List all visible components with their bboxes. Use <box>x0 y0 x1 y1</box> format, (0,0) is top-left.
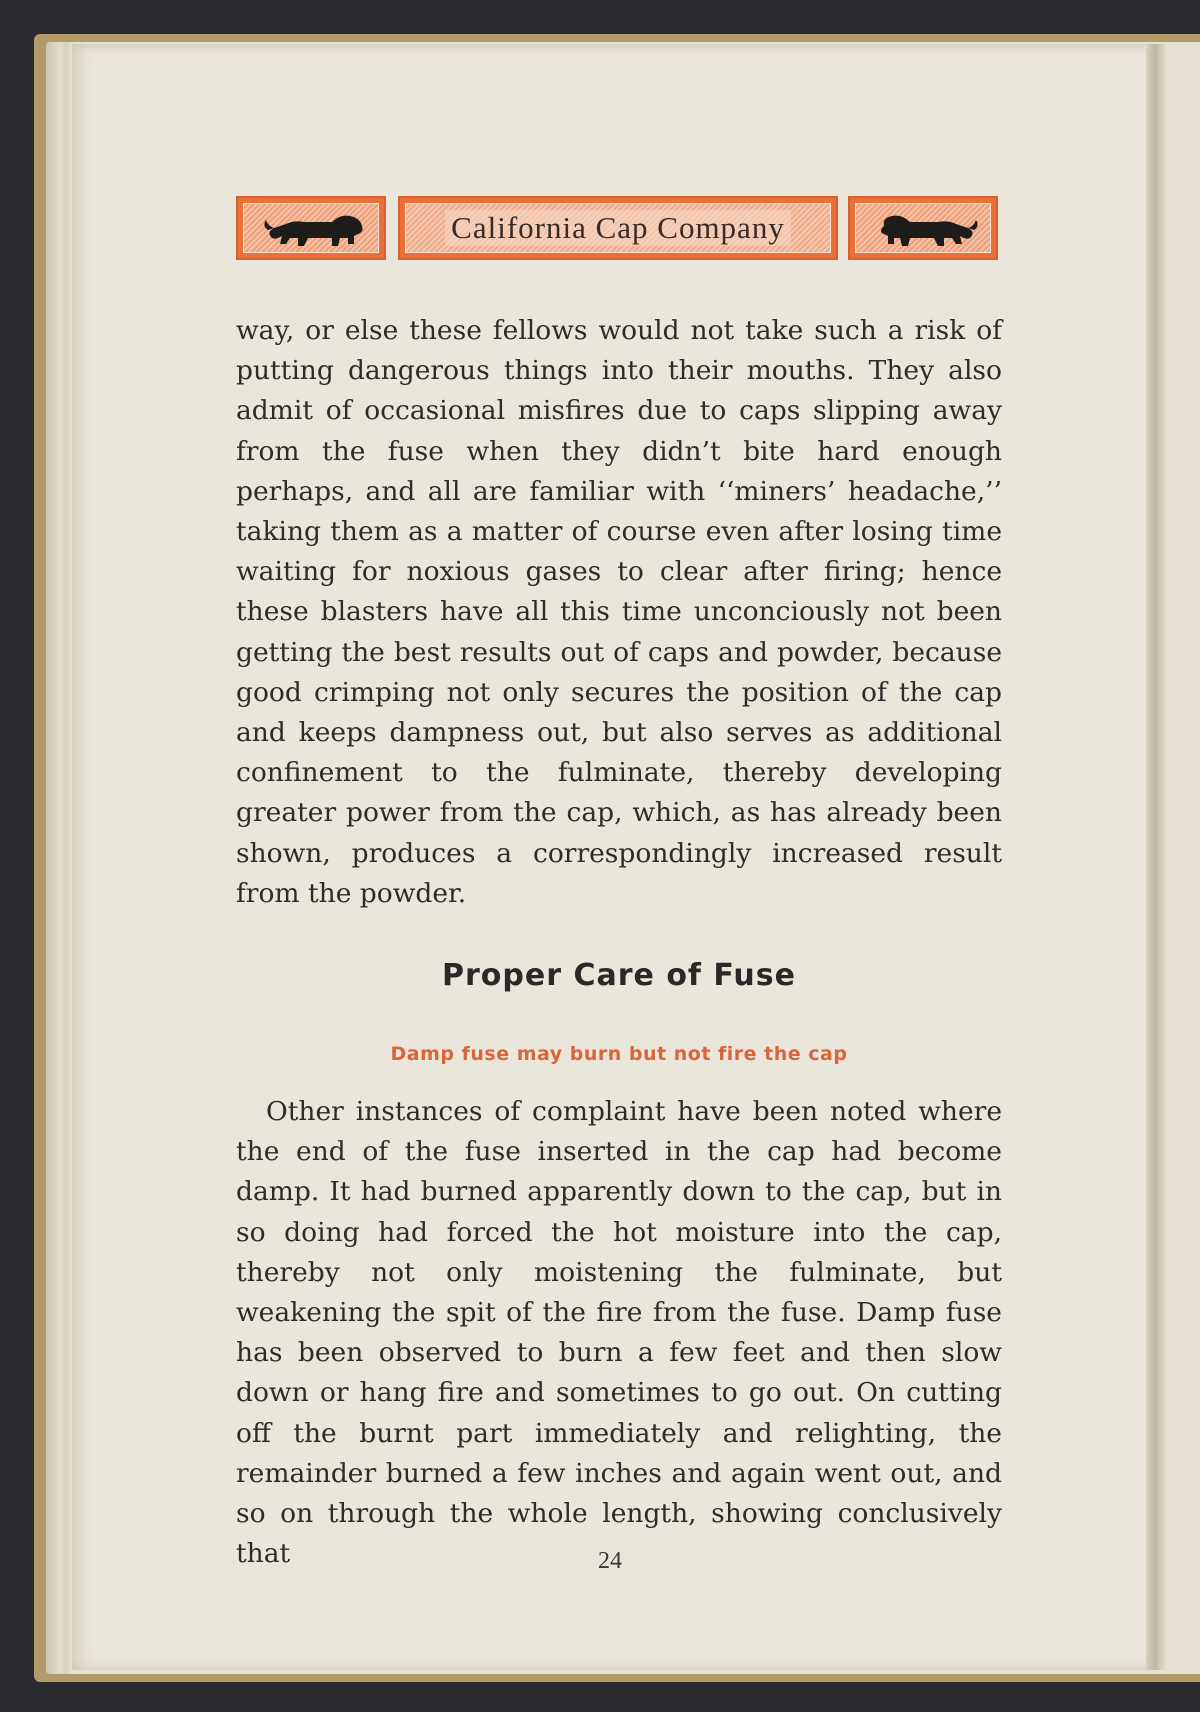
section-subheading: Damp fuse may burn but not fire the cap <box>390 1043 848 1065</box>
left-lion-panel <box>236 196 386 260</box>
title-panel <box>398 196 838 260</box>
next-page-edge <box>1166 44 1200 1670</box>
body-paragraph-2 <box>236 1092 1002 1574</box>
paragraph-text: way, or else these fellows would not take such a risk of putting dangerous things into their mouths. They also admit of occasional misfires due to caps slipping away from the fuse when they didn’t bite hard enough perhaps, and all are familiar with ‘‘miners’ headache,’’ taking them as a matter of course even after losing time waiting for noxious gases to clear after firing; hence these blasters have all this time unconciously not been getting the best results out of caps and powder, because good crimping not only secures the position of the cap and keeps dampness out, but also serves as additional confinement to the fulminate, thereby developing greater power from the cap, which, as has already been shown, produces a correspondingly increased result from the powder. <box>236 315 1002 909</box>
section-heading: Proper Care of Fuse <box>442 958 796 993</box>
header-banner <box>236 196 1000 264</box>
lion-icon <box>260 208 370 252</box>
right-lion-panel <box>848 196 998 260</box>
paragraph-text: Other instances of complaint have been noted where the end of the fuse inserted in the cap had become damp. It had burned apparently down to the cap, but in so doing had forced the hot moisture into the cap, thereby not only moistening the fulminate, but weakening the spit of the fire from the fuse. Damp fuse has been observed to burn a few feet and then slow down or hang fire and sometimes to go out. On cutting off the burnt part immediately and relighting, the remainder burned a few inches and again went out, and so on through the whole length, showing conclusively that <box>236 1096 1002 1570</box>
page-header-title: California Cap Company <box>445 210 791 246</box>
page-number: 24 <box>598 1548 622 1574</box>
body-paragraph-1 <box>236 311 1002 914</box>
book-gutter <box>1146 44 1166 1670</box>
lion-icon <box>872 208 982 252</box>
